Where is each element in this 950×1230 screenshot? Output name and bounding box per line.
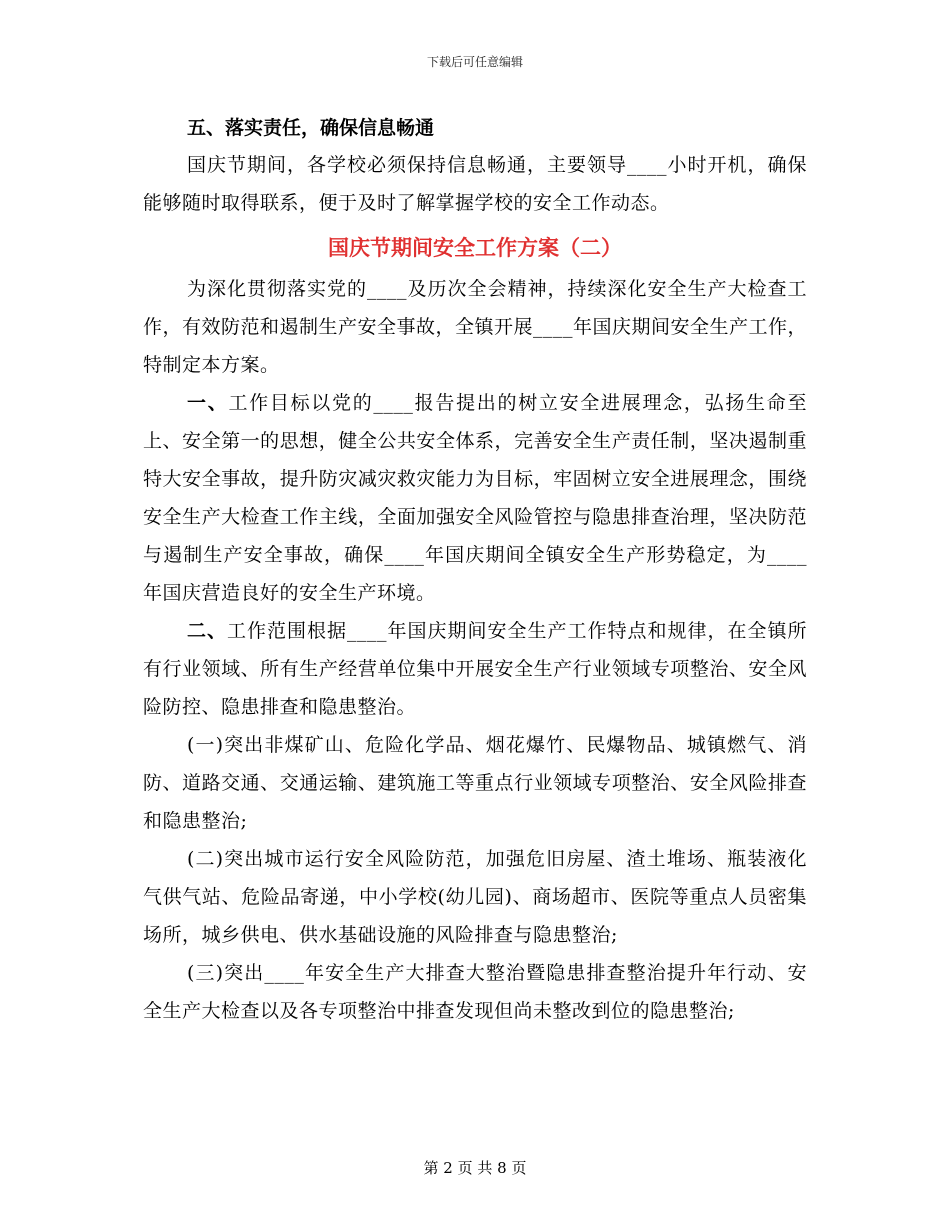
document-title: 国庆节期间安全工作方案（二）	[328, 235, 622, 260]
scope-text: 工作范围根据____年国庆期间安全生产工作特点和规律，在全镇所有行业领域、所有生产经营单位集中开展安全生产行业领域专项整治、安全风险防控、隐患排查和隐患整治。	[143, 620, 807, 718]
list-item: (一)突出非煤矿山、危险化学品、烟花爆竹、民爆物品、城镇燃气、消防、道路交通、交通运输、建筑施工等重点行业领域专项整治、安全风险排查和隐患整治;	[143, 734, 807, 832]
scope-paragraph	[143, 612, 807, 726]
scope-lead: 二、	[187, 620, 227, 642]
page-footer: 第 2 页 共 8 页	[423, 1159, 527, 1177]
document-body	[143, 110, 807, 1030]
page-header: 下载后可任意编辑	[426, 55, 523, 69]
goal-paragraph	[143, 384, 807, 612]
goal-lead: 一、	[187, 392, 229, 414]
section-paragraph: 国庆节期间，各学校必须保持信息畅通，主要领导____小时开机，确保能够随时取得联系，便于及时了解掌握学校的安全工作动态。	[143, 154, 807, 214]
section-heading: 五、落实责任，确保信息畅通	[187, 117, 435, 139]
goal-text: 工作目标以党的____报告提出的树立安全进展理念，弘扬生命至上、安全第一的思想，健全公共安全体系，完善安全生产责任制，坚决遏制重特大安全事故，提升防灾减灾救灾能力为目标，牢固树立安全进展理念，围绕安全生产大检查工作主线，全面加强安全风险管控与隐患排查治理，坚决防范与遏制生产安全事故，确保____年国庆期间全镇安全生产形势稳定，为____年国庆营造良好的安全生产环境。	[143, 392, 807, 604]
list-item: (二)突出城市运行安全风险防范，加强危旧房屋、渣土堆场、瓶装液化气供气站、危险品寄递，中小学校(幼儿园)、商场超市、医院等重点人员密集场所，城乡供电、供水基础设施的风险排查与隐患整治;	[143, 848, 807, 946]
intro-paragraph: 为深化贯彻落实党的____及历次全会精神，持续深化安全生产大检查工作，有效防范和遏制生产安全事故，全镇开展____年国庆期间安全生产工作，特制定本方案。	[143, 278, 808, 376]
list-item: (三)突出____年安全生产大排查大整治暨隐患排查整治提升年行动、安全生产大检查以及各专项整治中排查发现但尚未整改到位的隐患整治;	[143, 962, 807, 1022]
